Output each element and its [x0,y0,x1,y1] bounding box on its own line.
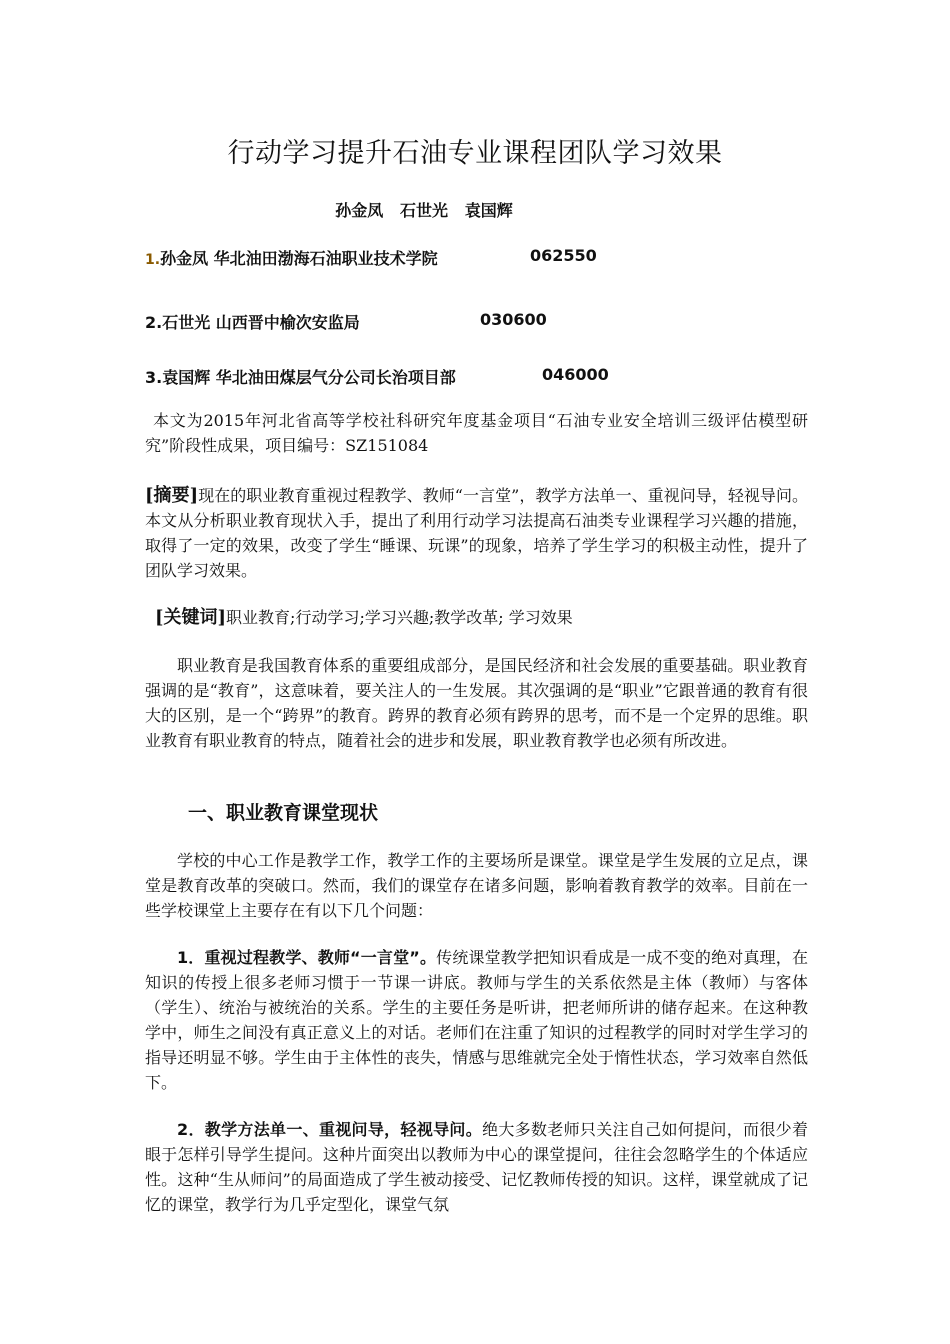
item-text: 传统课堂教学把知识看成是一成不变的绝对真理，在知识的传授上很多老师习惯于一节课一讲底。教师与学生的关系依然是主体（教师）与客体（学生）、统治与被统治的关系。学生的主要任务是听讲，把老师所讲的储存起来。在这种教学中，师生之间没有真正意义上的对话。老师们在注重了知识的过程教学的同时对学生学习的指导还明显不够。学生由于主体性的丧失，情感与思维就完全处于惰性状态，学习效率自然低下。 [145,948,808,1092]
intro-paragraph: 职业教育是我国教育体系的重要组成部分，是国民经济和社会发展的重要基础。职业教育强调的是“教育”，这意味着，要关注人的一生发展。其次强调的是“职业”它跟普通的教育有很大的区别，是一个“跨界”的教育。跨界的教育必须有跨界的思考，而不是一个定界的思维。职业教育有职业教育的特点，随着社会的进步和发展，职业教育教学也必须有所改进。 [145,656,808,750]
affiliation-text: 袁国辉 华北油田煤层气分公司长治项目部 [162,368,456,387]
affiliation-text: 石世光 山西晋中榆次安监局 [162,313,360,332]
affiliation-text: 孙金凤 华北油田渤海石油职业技术学院 [160,249,438,268]
problem-item-2 [145,1117,808,1217]
affiliation-number: 1. [145,252,161,268]
keywords-label: [关键词] [155,607,227,628]
postal-code: 030600 [480,310,547,329]
keywords-text: 职业教育;行动学习;学习兴趣;教学改革; 学习效果 [226,608,573,627]
item-lead: 1．重视过程教学、教师“一言堂”。 [177,948,437,967]
item-text: 绝大多数老师只关注自己如何提问，而很少着眼于怎样引导学生提问。这种片面突出以教师为中心的课堂提问，往往会忽略学生的个体适应性。这种“生从师问”的局面造成了学生被动接受、记忆教师传授的知识。这样，课堂就成了记忆的课堂，教学行为几乎定型化，课堂气氛 [145,1120,808,1214]
section-heading: 一、职业教育课堂现状 [188,802,379,824]
keywords [145,605,808,630]
paper-title: 行动学习提升石油专业课程团队学习效果 [227,138,723,169]
affiliation-2 [145,310,547,333]
affiliation-number: 2. [145,313,163,332]
fund-note: 本文为2015年河北省高等学校社科研究年度基金项目“石油专业安全培训三级评估模型研究”阶段性成果，项目编号：SZ151084 [145,411,808,455]
problem-item-1 [145,945,808,1095]
section-intro-paragraph: 学校的中心工作是教学工作，教学工作的主要场所是课堂。课堂是学生发展的立足点，课堂是教育改革的突破口。然而，我们的课堂存在诸多问题，影响着教育教学的效率。目前在一些学校课堂上主要存在有以下几个问题： [145,851,808,920]
abstract-label: [摘要] [145,485,199,506]
postal-code: 062550 [530,246,597,265]
abstract [145,483,808,583]
affiliation-3 [145,365,609,388]
affiliation-1 [145,246,597,269]
abstract-text: 现在的职业教育重视过程教学、教师“一言堂”，教学方法单一、重视问导，轻视导问。本文从分析职业教育现状入手，提出了利用行动学习法提高石油类专业课程学习兴趣的措施，取得了一定的效果，改变了学生“睡课、玩课”的现象，培养了学生学习的积极主动性，提升了团队学习效果。 [145,486,808,580]
postal-code: 046000 [542,365,609,384]
item-lead: 2．教学方法单一、重视问导，轻视导问。 [177,1120,483,1139]
affiliation-number: 3. [145,368,163,387]
author-line: 孙金凤 石世光 袁国辉 [335,201,513,220]
